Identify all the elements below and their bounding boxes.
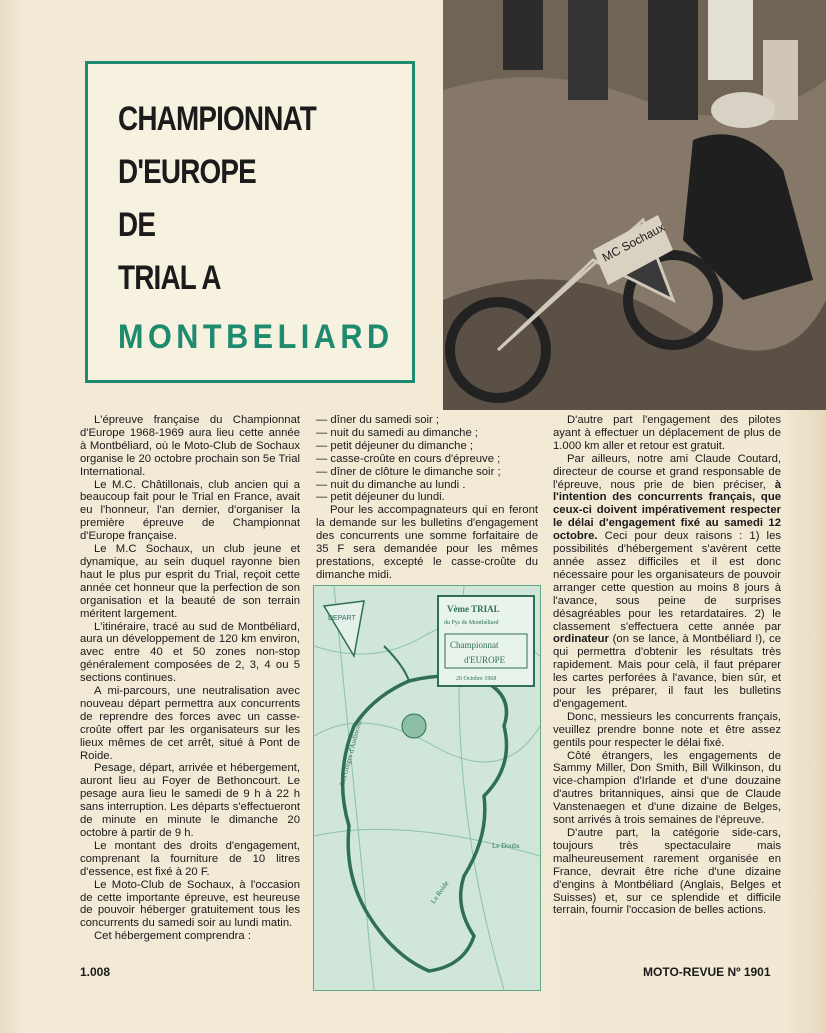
magazine-issue: MOTO-REVUE Nº 1901 [643,965,771,979]
paragraph: A mi-parcours, une neutralisation avec nouveau départ permettra aux concurrents de reprendre des forces avec un casse-croûte offert par les organisateurs sur les lieux mêmes de cet arrêt, situé à Pont de Roide. [80,685,300,762]
column-1 [80,414,300,943]
title-box [85,61,415,383]
paragraph: Le montant des droits d'engagement, comprenant la fourniture de 10 litres d'essence, est fixé à 20 F. [80,839,300,878]
map-illustration [314,586,540,990]
list-item: — petit déjeuner du lundi. [316,491,445,504]
list-item: — casse-croûte en cours d'épreuve ; [316,452,501,465]
map-box-line-1: Vème TRIAL [447,604,500,614]
title-line-5: MONTBELIARD [118,318,394,356]
paragraph-emphasis [553,453,781,711]
paragraph: Le M.C. Châtillonais, club ancien qui a beaucoup fait pour le Trial en France, avait eu l'honneur, l'an dernier, d'organiser la première épreuve de Championnat d'Europe française. [80,478,300,543]
paragraph: Cet hébergement comprendra : [94,930,251,943]
map-depart-label: DEPART [328,615,356,622]
photo-illustration [443,0,826,410]
title-line-4: TRIAL A [118,259,221,297]
list-item: — dîner de clôture le dimanche soir ; [316,465,501,478]
bold-run: à l'intention des concurrents français, que ceux-ci doivent impérativement respecter le délai d'engagement fixé au samedi 12 octobre. [553,478,781,543]
paragraph: L'épreuve française du Championnat d'Europe 1968-1969 aura lieu cette année à Montbéliard, où le Moto-Club de Sochaux organise le 20 octobre prochain son 5e Trial International. [80,414,300,478]
title-line-2: D'EUROPE [118,153,256,191]
paragraph: Le Moto-Club de Sochaux, à l'occasion de cette importante épreuve, est heureuse de pouvoir héberger gratuitement tous les concurrents du samedi soir au lundi matin. [80,878,300,930]
map-label-doubs: Le Doubs [492,842,520,850]
paragraph: L'itinéraire, tracé au sud de Montbéliard, aura un développement de 120 km environ, avec entre 40 et 50 zones non-stop généralement composées de 2, 3, 4 ou 5 sections continues. [80,620,300,685]
map-box-line-3: Championnat [450,640,499,650]
paragraph: D'autre part, la catégorie side-cars, toujours très spectaculaire mais malheureusement rarement organisée en France, devrait être riche d'une dizaine d'engins à Montbéliard (Anglais, Belges et Suisses) et, sur ce splendide et difficile terrain, fournir l'occasion de belles actions. [553,827,781,917]
paragraph: Côté étrangers, les engagements de Sammy Miller, Don Smith, Bill Wilkinson, du vice-champion d'Irlande et d'une douzaine d'autres britanniques, ainsi que de Claude Vanstenaegen et d'une dizaine de Belges, sont arrivés à trois semaines de l'épreuve. [553,749,781,827]
paragraph: Pour les accompagnateurs qui en feront la demande sur les bulletins d'engagement des concurrents une somme forfaitaire de 35 F sera demandée pour les mêmes prestations, excepté le casse-croûte du dimanche midi. [316,504,538,581]
map-label-roide: La Roide [429,879,451,906]
list-item: — petit déjeuner du dimanche ; [316,439,473,452]
list-item: — nuit du samedi au dimanche ; [316,426,479,439]
route-map [313,585,541,991]
text-run: Ceci pour deux raisons : 1) les possibilités d'hébergement s'avèrent cette année assez difficiles et il est donc nécessaire pour les organisateurs de pouvoir arranger cette question au moins 8 jours à l'avance, sous peine de surprises désagréables pour les retardataires. 2) le classement s'effectuera cette année par [553,530,781,633]
map-box-line-4: d'EUROPE [464,655,506,665]
list-item: — dîner du samedi soir ; [316,414,440,426]
map-box-line-5: 20 Octobre 1968 [456,676,497,682]
text-run: Par ailleurs, notre ami Claude Coutard, directeur de course et grand responsable de l'épreuve, nous prie de bien préciser, [553,452,781,491]
text-run: (on se lance, à Montbéliard !), ce qui permettra d'obtenir les résultats très rapidement. Mais pour celà, il faut préparer les cartes perforées à l'avance, bien sûr, et pour les préparer, il faut les bulletins d'engagement. [553,633,781,710]
page-number: 1.008 [80,965,111,979]
title-line-1: CHAMPIONNAT [118,100,317,138]
map-box-line-2: du Pys de Montbéliard [444,620,499,626]
map-label-gorges: Les Gorges d'Audincourt [338,716,365,787]
paragraph: Pesage, départ, arrivée et hébergement, auront lieu au Foyer de Bethoncourt. Le pesage aura lieu le samedi de 9 h à 22 h sans interruption. Les départs s'effectueront de minute en minute le dimanche 20 octobre à partir de 9 h. [80,762,300,839]
column-3 [553,414,781,917]
paragraph: D'autre part l'engagement des pilotes ayant à effectuer un déplacement de plus de 1.000 km aller et retour est gratuit. [553,414,781,452]
paragraph: Le M.C Sochaux, un club jeune et dynamique, au sein duquel rayonne bien haut le plus pur esprit du Trial, reçoit cette année cet honneur que la perfection de son organisation et la beauté de son terrain méritent largement. [80,543,300,620]
paragraph: Donc, messieurs les concurrents français, veuillez prendre bonne note et être assez gentils pour respecter le délai fixé. [553,710,781,749]
bike-label: MC Sochaux [599,220,668,265]
list-item: — nuit du dimanche au lundi . [316,478,466,491]
bold-run: ordinateur [553,633,609,646]
trial-rider-photo [443,0,826,410]
title-line-3: DE [118,206,156,244]
column-2 [316,414,538,582]
